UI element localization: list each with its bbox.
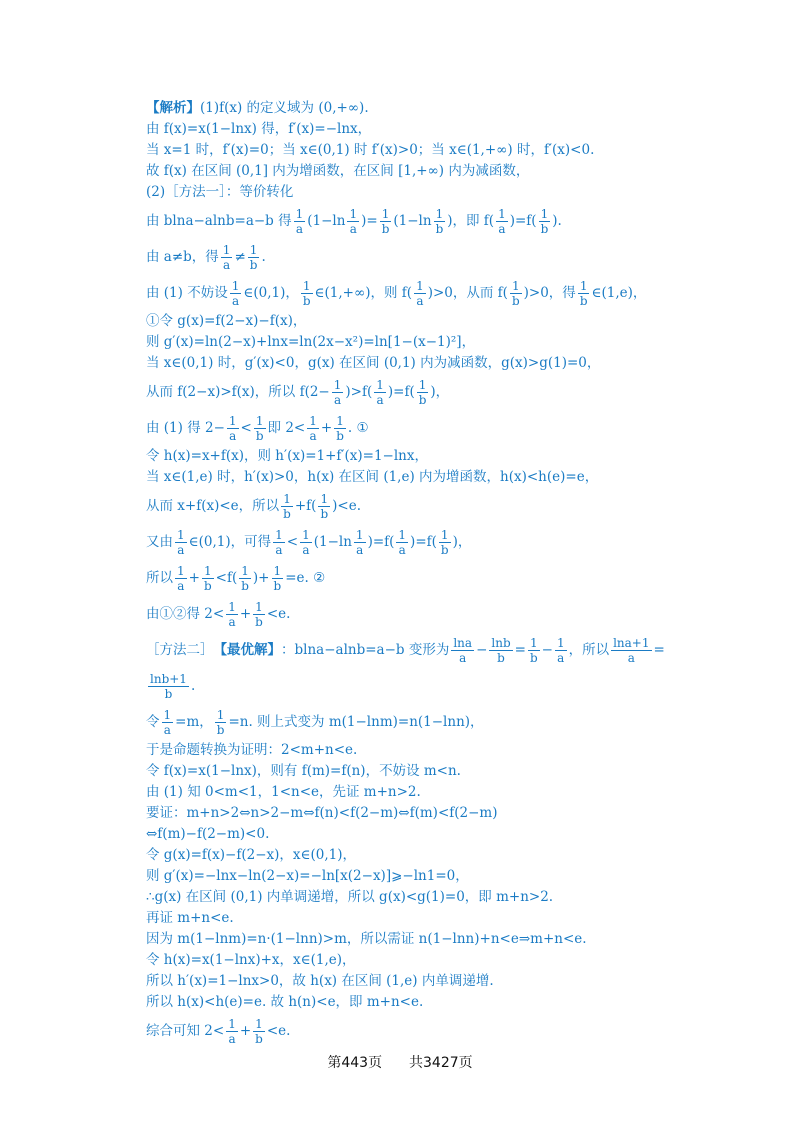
text-run: 由 blna−alnb=a−b 得 [146,213,292,229]
text-run: 令 h(x)=x+f(x)，则 h′(x)=1+f′(x)=1−lnx， [146,448,428,464]
fraction [281,492,293,521]
fraction-numerator: 1 [579,278,588,293]
text-run: )>0，从而 f( [427,285,508,301]
text-run: (1−ln [313,534,352,550]
fraction-numerator: 1 [398,527,407,542]
solution-line [146,467,666,488]
fraction [294,207,306,236]
solution-line [146,761,666,782]
fraction-denominator: a [309,428,317,443]
text-run: 当 x∈(0,1) 时，g′(x)<0，g(x) 在区间 (0,1) 内为减函数，g(x)>g(1)=0， [146,355,601,371]
solution-line [146,782,666,803]
fraction [175,528,187,557]
text-run: 所以 h(x)<h(e)=e. 故 h(n)<e，即 m+n<e. [146,994,424,1010]
fraction-numerator: 1 [295,206,304,221]
text-run: ①令 g(x)=f(2−x)−f(x)， [146,313,307,329]
solution-line [146,803,666,824]
fraction [300,528,312,557]
fraction [578,279,590,308]
fraction-numerator: 1 [418,377,427,392]
text-run: 令 g(x)=f(x)−f(2−x)，x∈(0,1)， [146,847,357,863]
text-run: + [188,570,200,586]
fraction [254,414,266,443]
text-run: ，所以 [568,642,610,658]
fraction-numerator: 1 [309,413,317,428]
text-run: ∈(1,e)， [591,285,647,301]
fraction-denominator: a [177,542,185,557]
solution-line [146,950,666,971]
text-run: 令 h(x)=x(1−lnx)+x，x∈(1,e)， [146,952,356,968]
text-run: 因为 m(1−lnm)=n·(1−lnn)>m，所以需证 n(1−lnn)+n<e⇒m+n<e. [146,931,587,947]
text-run: 综合可知 2< [146,1023,225,1039]
text-run: (2)［方法一］：等价转化 [146,184,294,200]
fraction-denominator: a [295,221,304,236]
fraction [334,414,346,443]
fraction-numerator: 1 [228,599,236,614]
fraction-denominator: a [231,293,240,308]
fraction-denominator: b [440,542,449,557]
solution-line [146,182,666,203]
fraction [253,1017,265,1046]
section-label: 【解析】 [146,100,200,116]
fraction-numerator: 1 [255,413,264,428]
text-run: )， [430,384,450,400]
fraction-denominator: b [273,578,282,593]
text-run: )=f( [509,213,537,229]
fraction-numerator: 1 [440,527,449,542]
fraction-denominator: a [627,650,635,665]
fraction-numerator: 1 [529,635,538,650]
fraction [374,378,386,407]
fraction-denominator: a [228,614,236,629]
text-run: =m， [175,714,213,730]
text-run: + [239,1023,252,1039]
fraction [434,207,446,236]
fraction-numerator: 1 [275,527,283,542]
fraction-denominator: b [435,221,444,236]
text-run: + [239,606,252,622]
solution-line [146,845,666,866]
fraction-numerator: 1 [177,563,185,578]
text-run: 要证：m+n>2⇔n>2−m⇔f(n)<f(2−m)⇔f(m)<f(2−m) [146,805,498,821]
text-run: = [653,642,665,658]
fraction [162,708,174,737]
fraction-numerator: 1 [336,413,344,428]
text-run: )=f( [367,534,395,550]
text-run: . ① [347,420,369,436]
fraction-numerator: 1 [249,242,258,257]
fraction-denominator: a [459,650,467,665]
fraction [496,207,508,236]
fraction-denominator: b [255,614,263,629]
fraction [248,243,260,272]
fraction-denominator: a [163,722,171,737]
text-run: ). [552,213,562,229]
text-run: − [541,642,553,658]
fraction [230,279,242,308]
fraction-denominator: b [216,722,225,737]
text-run: 从而 f(2−x)>f(x)，所以 f(2− [146,384,330,400]
fraction-denominator: a [275,542,283,557]
text-run: )<e. [332,498,361,514]
solution-line [146,668,666,704]
fraction-numerator: 1 [355,527,364,542]
fraction [253,600,265,629]
fraction-numerator: 1 [302,278,311,293]
text-run: ∴g(x) 在区间 (0,1) 内单调递增，所以 g(x)<g(1)=0，即 m+n>2. [146,889,554,905]
fraction-numerator: 1 [255,599,263,614]
fraction-denominator: b [164,686,173,701]
solution-line [146,488,666,524]
fraction [175,564,187,593]
solution-line [146,560,666,596]
fraction-numerator: lna+1 [613,635,650,650]
fraction-denominator: b [320,506,329,521]
fraction-denominator: b [255,428,264,443]
text-run: ∈(0,1)， [243,285,299,301]
fraction-denominator: b [302,293,311,308]
text-run: 令 f(x)=x(1−lnx)，则有 f(m)=f(n)，不妨设 m<n. [146,763,461,779]
text-run: <f( [215,570,238,586]
solution-line [146,275,666,311]
solution-line [146,203,666,239]
fraction [611,636,651,665]
text-run: 则 g′(x)=ln(2−x)+lnx=ln(2x−x²)=ln[1−(x−1)²]， [146,334,476,350]
fraction-denominator: a [223,257,231,272]
fraction-numerator: 1 [376,377,384,392]
fraction-numerator: 1 [273,563,282,578]
text-run: 从而 x+f(x)<e，所以 [146,498,280,514]
fraction-numerator: 1 [228,1016,236,1031]
fraction-denominator: a [398,542,406,557]
fraction [318,492,330,521]
text-run: ∈(0,1)，可得 [188,534,272,550]
text-run: )，即 f( [447,213,495,229]
fraction [301,279,313,308]
solution-line [146,1013,666,1049]
section-label: 【最优解】 [213,642,281,658]
solution-line [146,992,666,1013]
fraction [239,564,251,593]
fraction-numerator: 1 [241,563,249,578]
fraction [273,528,285,557]
fraction-numerator: 1 [302,527,310,542]
fraction [226,600,238,629]
fraction-numerator: 1 [320,491,329,506]
fraction [347,207,359,236]
solution-line [146,332,666,353]
solution-line [146,239,666,275]
fraction [380,207,392,236]
fraction-numerator: 1 [381,206,390,221]
text-run: )>0，得 [523,285,576,301]
fraction [417,378,429,407]
solution-line [146,632,666,668]
fraction-numerator: 1 [231,278,240,293]
text-run: )=f( [410,534,437,550]
text-run: ∈(1,+∞)，则 f( [314,285,413,301]
fraction [555,636,567,665]
fraction-numerator: lna [453,635,473,650]
text-run: )>f( [345,384,373,400]
text-run: 则 g′(x)=−lnx−ln(2−x)=−ln[x(2−x)]⩾−ln1=0， [146,868,469,884]
solution-line [146,119,666,140]
text-run: )= [361,213,378,229]
solution-line [146,524,666,560]
solution-line [146,866,666,887]
fraction-denominator: b [241,578,249,593]
solution-line [146,353,666,374]
fraction [396,528,408,557]
fraction [510,279,522,308]
text-run: (1−ln [393,213,432,229]
fraction-denominator: a [557,650,565,665]
text-run: . [261,249,266,265]
text-run: ：blna−alnb=a−b 变形为 [281,642,450,658]
text-run: = [514,642,526,658]
text-run: ≠ [234,249,246,265]
text-run: + [320,420,333,436]
fraction [354,528,366,557]
solution-line [146,98,666,119]
fraction-numerator: 1 [163,707,172,722]
solution-line [146,410,666,446]
text-run: 再证 m+n<e. [146,910,234,926]
text-run: 当 x=1 时，f′(x)=0；当 x∈(0,1) 时 f′(x)>0；当 x∈(1,+∞) 时，f′(x)<0. [146,142,595,158]
fraction [148,672,189,701]
solution-line [146,374,666,410]
solution-body [146,98,666,1049]
text-run: <e. [266,606,291,622]
text-run: 即 2< [267,420,306,436]
fraction-denominator: b [336,428,344,443]
text-run: =e. ② [285,570,326,586]
fraction-numerator: 1 [416,278,424,293]
fraction-denominator: a [177,578,185,593]
solution-line [146,929,666,950]
solution-line [146,161,666,182]
fraction-numerator: 1 [283,491,291,506]
fraction-denominator: b [255,1031,263,1046]
text-run: 所以 h′(x)=1−lnx>0，故 h(x) 在区间 (1,e) 内单调递增. [146,973,494,989]
text-run: )+ [252,570,270,586]
fraction-numerator: lnb [491,635,511,650]
text-run: =n. 则上式变为 m(1−lnm)=n(1−lnn)， [228,714,484,730]
fraction-denominator: a [416,293,424,308]
text-run: ⇔f(m)−f(2−m)<0. [146,826,270,842]
page-footer [0,1052,800,1072]
fraction-denominator: b [203,578,212,593]
solution-line [146,824,666,845]
fraction [272,564,284,593]
fraction-denominator: b [511,293,520,308]
fraction-numerator: 1 [228,413,237,428]
solution-line [146,704,666,740]
fraction-numerator: 1 [511,278,520,293]
fraction [215,708,227,737]
solution-line [146,446,666,467]
fraction-denominator: a [498,221,506,236]
fraction-denominator: a [228,1031,236,1046]
solution-line [146,887,666,908]
fraction [332,378,344,407]
fraction-denominator: b [540,221,549,236]
text-run: (1)f(x) 的定义域为 (0,+∞). [200,100,369,116]
solution-line [146,908,666,929]
text-run: 由 (1) 不妨设 [146,285,228,301]
text-run: 由 (1) 得 2− [146,420,225,436]
fraction-denominator: b [529,650,538,665]
fraction-denominator: a [376,392,384,407]
text-run: 于是命题转换为证明：2<m+n<e. [146,742,358,758]
fraction [439,528,451,557]
fraction [539,207,551,236]
text-run: )， [452,534,472,550]
fraction-numerator: 1 [556,635,565,650]
solution-line [146,140,666,161]
fraction-numerator: 1 [333,377,342,392]
fraction-denominator: a [302,542,310,557]
text-run: (1−ln [307,213,346,229]
fraction [226,1017,238,1046]
text-run: 由 (1) 知 0<m<1，1<n<e，先证 m+n>2. [146,784,421,800]
fraction-numerator: lnb+1 [150,671,187,686]
fraction [528,636,540,665]
fraction-denominator: b [283,506,291,521]
fraction-numerator: 1 [255,1016,263,1031]
text-run: 当 x∈(1,e) 时，h′(x)>0，h(x) 在区间 (1,e) 内为增函数，h(x)<h(e)=e， [146,469,599,485]
text-run: 故 f(x) 在区间 (0,1] 内为增函数，在区间 [1,+∞) 内为减函数， [146,163,530,179]
text-run: +f( [294,498,317,514]
text-run: ［方法二］ [146,642,214,658]
fraction-denominator: b [579,293,588,308]
fraction-numerator: 1 [498,206,506,221]
fraction-numerator: 1 [203,563,212,578]
solution-line [146,971,666,992]
text-run: < [240,420,252,436]
text-run: 由①②得 2< [146,606,225,622]
text-run: 所以 [146,570,173,586]
fraction-numerator: 1 [222,242,231,257]
fraction [221,243,233,272]
page-number: 第443页 [327,1055,383,1071]
fraction [227,414,239,443]
text-run: 令 [146,714,160,730]
fraction-denominator: b [418,392,427,407]
fraction-numerator: 1 [177,527,185,542]
total-pages: 共3427页 [409,1055,473,1071]
text-run: <e. [266,1023,291,1039]
text-run: < [286,534,299,550]
text-run: 又由 [146,534,173,550]
solution-line [146,311,666,332]
fraction [489,636,512,665]
fraction [451,636,474,665]
fraction-numerator: 1 [540,206,549,221]
fraction-denominator: a [333,392,342,407]
fraction-denominator: a [349,221,357,236]
text-run: 由 a≠b，得 [146,249,219,265]
fraction-denominator: a [229,428,237,443]
fraction-denominator: b [249,257,258,272]
fraction-denominator: a [356,542,364,557]
fraction-numerator: 1 [349,206,358,221]
text-run: 由 f(x)=x(1−lnx) 得，f′(x)=−lnx， [146,121,372,137]
fraction-numerator: 1 [435,206,444,221]
text-run: )=f( [387,384,415,400]
fraction-denominator: b [497,650,505,665]
fraction [414,279,426,308]
fraction-numerator: 1 [216,707,225,722]
text-run: . [190,678,196,694]
solution-line [146,596,666,632]
fraction-denominator: b [381,221,390,236]
text-run: − [476,642,488,658]
fraction [307,414,319,443]
solution-line [146,740,666,761]
fraction [202,564,214,593]
